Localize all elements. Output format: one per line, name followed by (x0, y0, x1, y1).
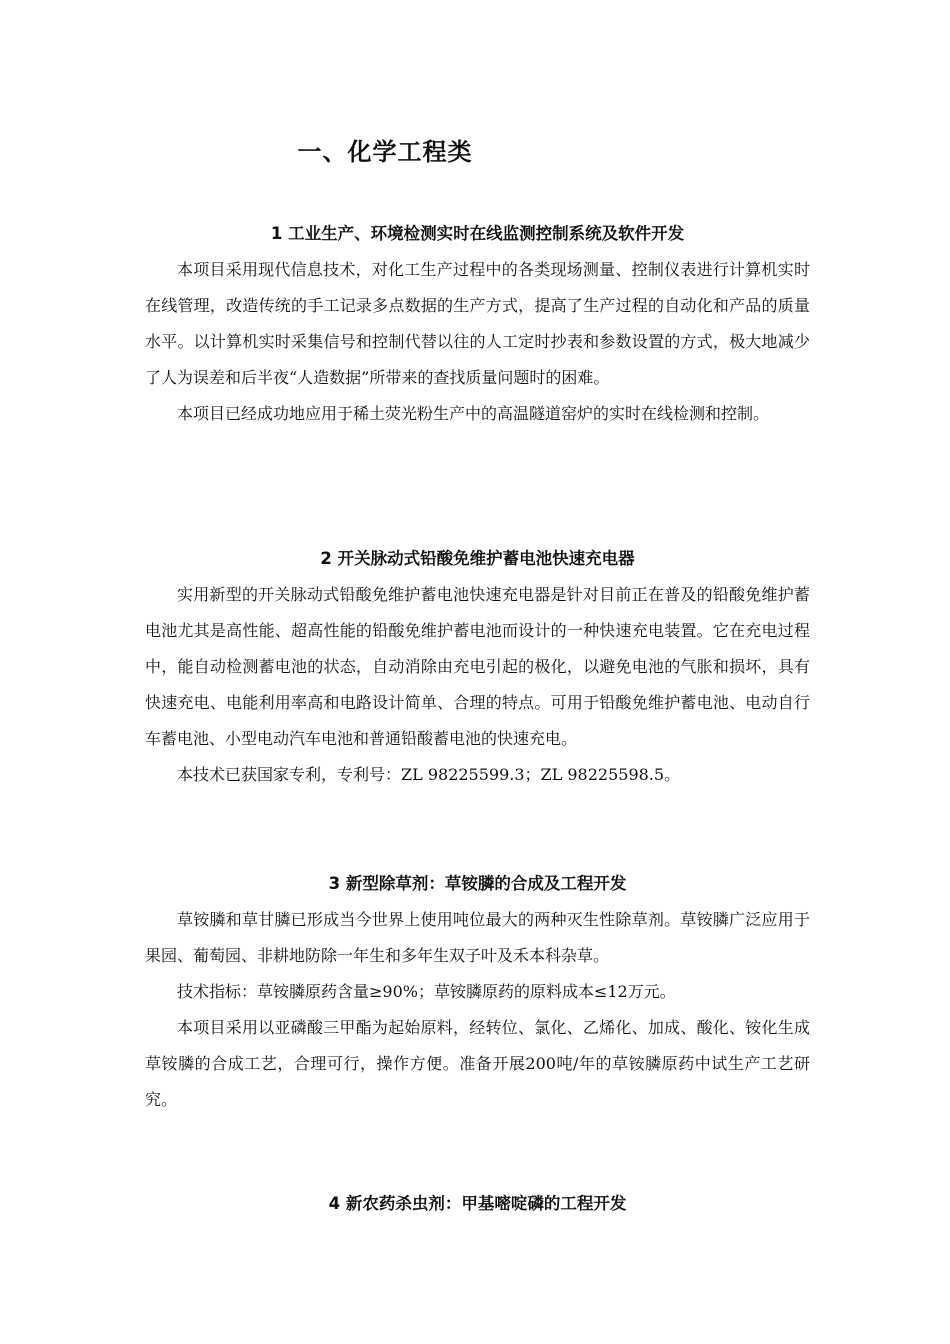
paragraph: 本项目采用现代信息技术，对化工生产过程中的各类现场测量、控制仪表进行计算机实时在线管理，改造传统的手工记录多点数据的生产方式，提高了生产过程的自动化和产品的质量水平。以计算机实时采集信号和控制代替以往的人工定时抄表和参数设置的方式，极大地减少了人为误差和后半夜“人造数据”所带来的查找质量问题时的困难。 (145, 260, 810, 387)
section-heading: 3 新型除草剂：草铵膦的合成及工程开发 (328, 874, 627, 893)
section-3 (145, 866, 810, 1118)
paragraph: 本项目已经成功地应用于稀土荧光粉生产中的高温隧道窑炉的实时在线检测和控制。 (177, 404, 770, 423)
section-2 (145, 541, 810, 793)
paragraph: 草铵膦和草甘膦已形成当今世界上使用吨位最大的两种灭生性除草剂。草铵膦广泛应用于果园、葡萄园、非耕地防除一年生和多年生双子叶及禾本科杂草。 (145, 910, 810, 965)
section-1 (145, 216, 810, 432)
section-heading: 1 工业生产、环境检测实时在线监测控制系统及软件开发 (270, 224, 685, 243)
section-heading: 4 新农药杀虫剂：甲基嘧啶磷的工程开发 (328, 1194, 627, 1213)
paragraph: 技术指标：草铵膦原药含量≥90%；草铵膦原药的原料成本≤12万元。 (177, 982, 676, 1001)
paragraph: 本项目采用以亚磷酸三甲酯为起始原料，经转位、氯化、乙烯化、加成、酸化、铵化生成草铵膦的合成工艺，合理可行，操作方便。准备开展200吨/年的草铵膦原药中试生产工艺研究。 (145, 1018, 810, 1109)
chapter-title: 一、化学工程类 (297, 138, 473, 166)
paragraph: 实用新型的开关脉动式铅酸免维护蓄电池快速充电器是针对目前正在普及的铅酸免维护蓄电池尤其是高性能、超高性能的铅酸免维护蓄电池而设计的一种快速充电装置。它在充电过程中，能自动检测蓄电池的状态，自动消除由充电引起的极化，以避免电池的气胀和损坏，具有快速充电、电能利用率高和电路设计简单、合理的特点。可用于铅酸免维护蓄电池、电动自行车蓄电池、小型电动汽车电池和普通铅酸蓄电池的快速充电。 (145, 585, 810, 748)
section-heading: 2 开关脉动式铅酸免维护蓄电池快速充电器 (320, 549, 635, 568)
paragraph: 本技术已获国家专利，专利号：ZL 98225599.3；ZL 98225598.5。 (177, 765, 681, 784)
section-4 (145, 1186, 810, 1222)
